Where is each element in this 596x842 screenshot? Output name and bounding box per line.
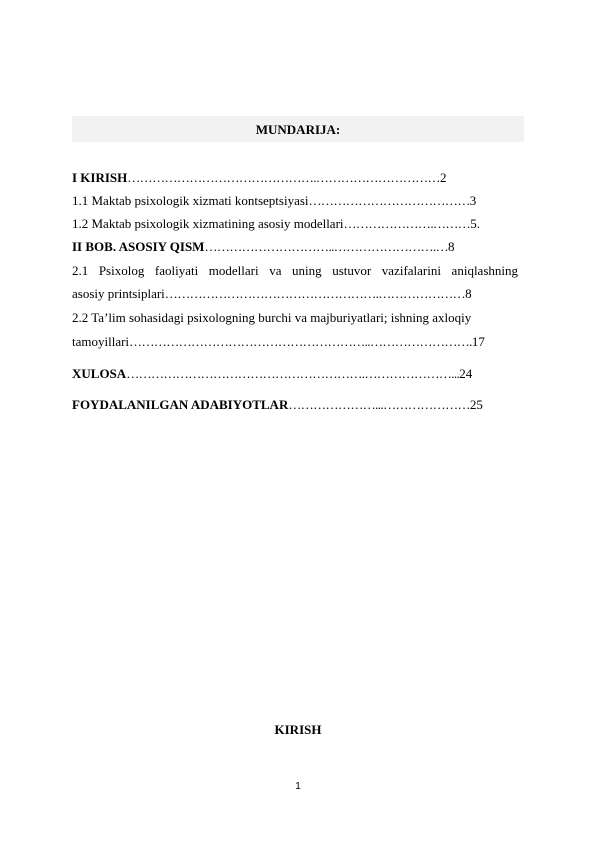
toc-entry-1-1[interactable] [72,193,476,209]
toc-entry-leader: ………………………………… [308,193,470,208]
toc-entry-ii-bob[interactable] [72,239,455,255]
toc-entry-label: 1.2 Maktab psixologik xizmatining asosiy modellari [72,216,344,231]
toc-entry-label: tamoyillari [72,334,130,349]
toc-title: MUNDARIJA: [255,122,341,137]
toc-entry-kirish[interactable] [72,170,446,186]
toc-entry-adabiyotlar[interactable] [72,397,483,413]
toc-entry-2-2-line1[interactable]: 2.2 Ta’lim sohasidagi psixologning burchi va majburiyatlari; ishning axloqiy [72,310,472,325]
toc-entry-leader: ………………….……… [343,216,471,231]
toc-entry-label: 1.1 Maktab psixologik xizmati kontseptsiyasi [72,193,309,208]
toc-entry-page: 24 [459,366,473,381]
toc-entry-page: 2 [439,170,447,185]
toc-entry-label: I KIRISH [72,170,128,185]
toc-entry-label: FOYDALANILGAN ADABIYOTLAR [72,397,289,412]
toc-entry-2-1-line2[interactable] [72,286,472,302]
page-number: 1 [295,781,301,792]
toc-entry-label: XULOSA [72,366,127,381]
toc-entry-1-2[interactable] [72,216,480,232]
toc-entry-label: asosiy printsiplari [72,286,165,301]
toc-entry-xulosa[interactable] [72,366,472,382]
toc-entry-page: 3 [469,193,477,208]
toc-entry-page: 8 [448,239,455,254]
toc-entry-leader: …………………………..…………………….… [204,239,449,254]
toc-entry-leader: …………………………………………….………………… [164,286,466,301]
toc-entry-leader: …………………...………………… [288,397,470,412]
toc-entry-page: 25 [469,397,483,412]
toc-entry-2-2-line2[interactable] [72,334,485,350]
toc-entry-leader: ………………………………………………….…………………... [126,366,460,381]
toc-entry-leader: …………………………………………………..……………………. [129,334,472,349]
toc-entry-2-1-line1[interactable]: 2.1 Psixolog faoliyati modellari va uning ustuvor vazifalarini aniqlashning [72,263,518,278]
section-heading: KIRISH [274,722,322,737]
toc-entry-page: 17 [471,334,485,349]
toc-entry-page: 8 [465,286,472,301]
toc-entry-page: 5. [470,216,480,231]
toc-entry-label: II BOB. ASOSIY QISM [72,239,205,254]
toc-entry-leader: ……………………………………….………………………… [127,170,440,185]
